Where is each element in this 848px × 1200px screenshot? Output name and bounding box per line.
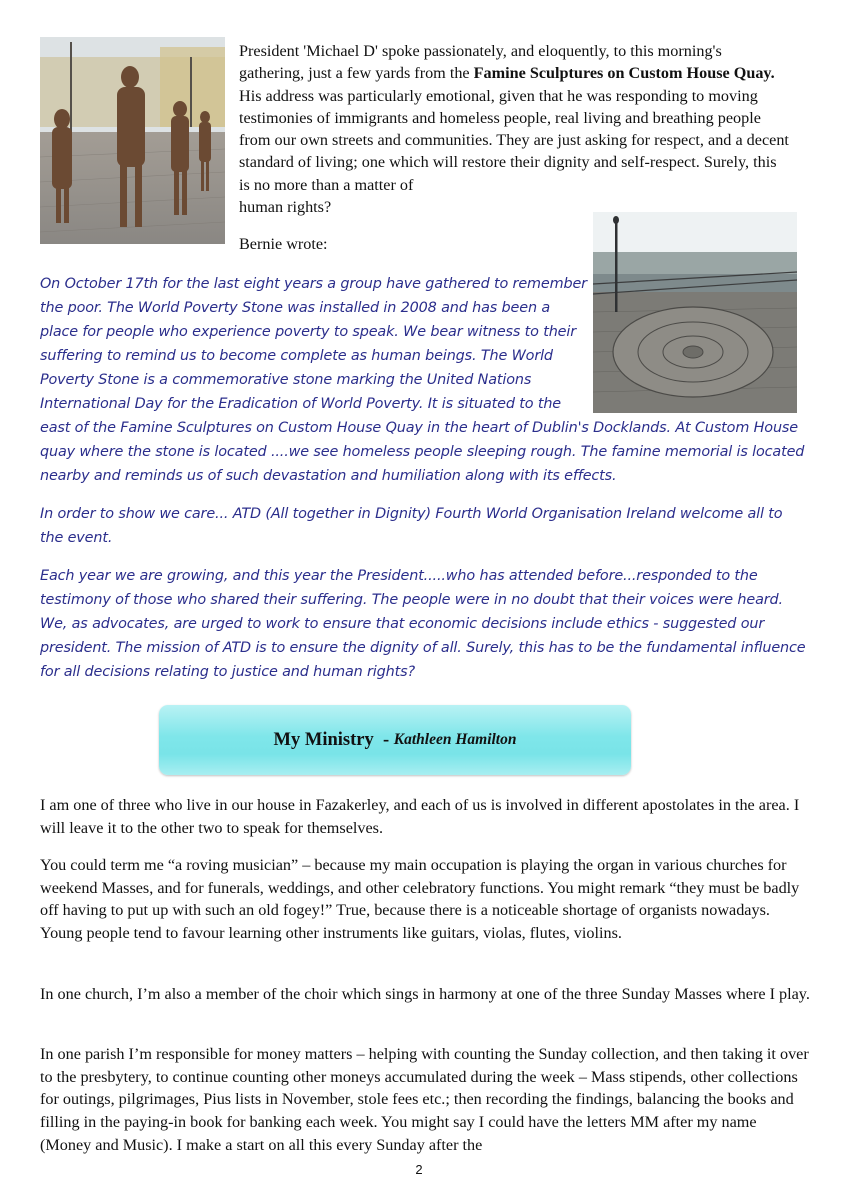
intro-last-line: human rights? bbox=[239, 198, 332, 217]
famine-sculptures-photo bbox=[40, 37, 225, 244]
quote-line: suffering to remind us to become complete as human beings. The World bbox=[40, 348, 553, 364]
intro-paragraph bbox=[239, 40, 799, 218]
page-number: 2 bbox=[415, 1162, 423, 1177]
quote-line: We, as advocates, are urged to work to ensure that economic decisions include ethics - suggested our bbox=[40, 616, 765, 632]
ministry-paragraph-1: I am one of three who live in our house in Fazakerley, and each of us is involved in different apostolates in the area. I will leave it to the other two to speak for themselves. bbox=[40, 796, 800, 837]
intro-text-end: His address was particularly emotional, given that he was responding to moving testimonies of immigrants and homeless people, real living and breathing people from our own streets and communities. They are just asking for respect, and a decent standard of living; one which will restore their dignity and self-respect. Surely, this is no more than a matter of bbox=[239, 86, 789, 194]
ministry-paragraph-2: You could term me “a roving musician” – because my main occupation is playing the organ in various churches for weekend Masses, and for funerals, weddings, and other celebratory functions. You might remark “they must be badly off having to put up with such an old fogey!” True, because there is a noticeable shortage of organists nowadays. Young people tend to favour learning other instruments like guitars, violas, flutes, violins. bbox=[40, 856, 800, 943]
quote-line: the poor. The World Poverty Stone was installed in 2008 and has been a bbox=[40, 300, 551, 316]
quote-line: for all decisions relating to justice and human rights? bbox=[40, 664, 415, 680]
famine-sculptures-illustration bbox=[40, 37, 225, 244]
ministry-paragraph-3: In one church, I’m also a member of the choir which sings in harmony at one of the three Sunday Masses where I play. bbox=[40, 985, 810, 1003]
quote-line: place for people who experience poverty to speak. We bear witness to their bbox=[40, 324, 576, 340]
quote-line: In order to show we care... ATD (All together in Dignity) Fourth World Organisation Ireland welcome all to bbox=[40, 506, 783, 522]
section-banner bbox=[159, 705, 631, 775]
quote-line: nearby and reminds us of such devastation and humiliation along with its effects. bbox=[40, 468, 617, 484]
section-title: My Ministry - bbox=[273, 729, 394, 750]
bernie-wrote-label: Bernie wrote: bbox=[239, 235, 328, 253]
quote-line: the event. bbox=[40, 530, 113, 546]
quote-paragraph-3 bbox=[40, 564, 805, 684]
quote-line: Each year we are growing, and this year the President.....who has attended before...responded to the bbox=[40, 568, 758, 584]
intro-text-start: President 'Michael D' spoke passionately, and eloquently, to this morning's gathering, just a few yards from the bbox=[239, 42, 722, 83]
ministry-paragraph-4: In one parish I’m responsible for money matters – helping with counting the Sunday collection, and then taking it over to the presbytery, to continue counting other moneys accumulated during the week – Mass stipends, other collections for outings, pilgrimages, Pius lists in November, stole fees etc.; then recording the findings, balancing the books and filling in the paying-in book for banking each week. You might say I could have the letters MM after my name (Money and Music). I make a start on all this every Sunday after the bbox=[40, 1045, 809, 1154]
quote-line: president. The mission of ATD is to ensure the dignity of all. Surely, this has to be the fundamental influence bbox=[40, 640, 806, 656]
quote-line: testimony of those who shared their suffering. The people were in no doubt that their voices were heard. bbox=[40, 592, 783, 608]
quote-line: On October 17th for the last eight years a group have gathered to remember bbox=[40, 276, 587, 292]
famine-sculptures-bold: Famine Sculptures on Custom House Quay. bbox=[473, 64, 775, 83]
quote-line: International Day for the Eradication of World Poverty. It is situated to the bbox=[40, 396, 562, 412]
section-author: Kathleen Hamilton bbox=[393, 731, 517, 748]
quote-line: east of the Famine Sculptures on Custom House Quay in the heart of Dublin's Docklands. At Custom House bbox=[40, 420, 798, 436]
quote-paragraph-2 bbox=[40, 502, 782, 550]
quote-line: quay where the stone is located ....we see homeless people sleeping rough. The famine memorial is located bbox=[40, 444, 805, 460]
quote-paragraph-1 bbox=[40, 272, 804, 488]
quote-line: Poverty Stone is a commemorative stone marking the United Nations bbox=[40, 372, 532, 388]
